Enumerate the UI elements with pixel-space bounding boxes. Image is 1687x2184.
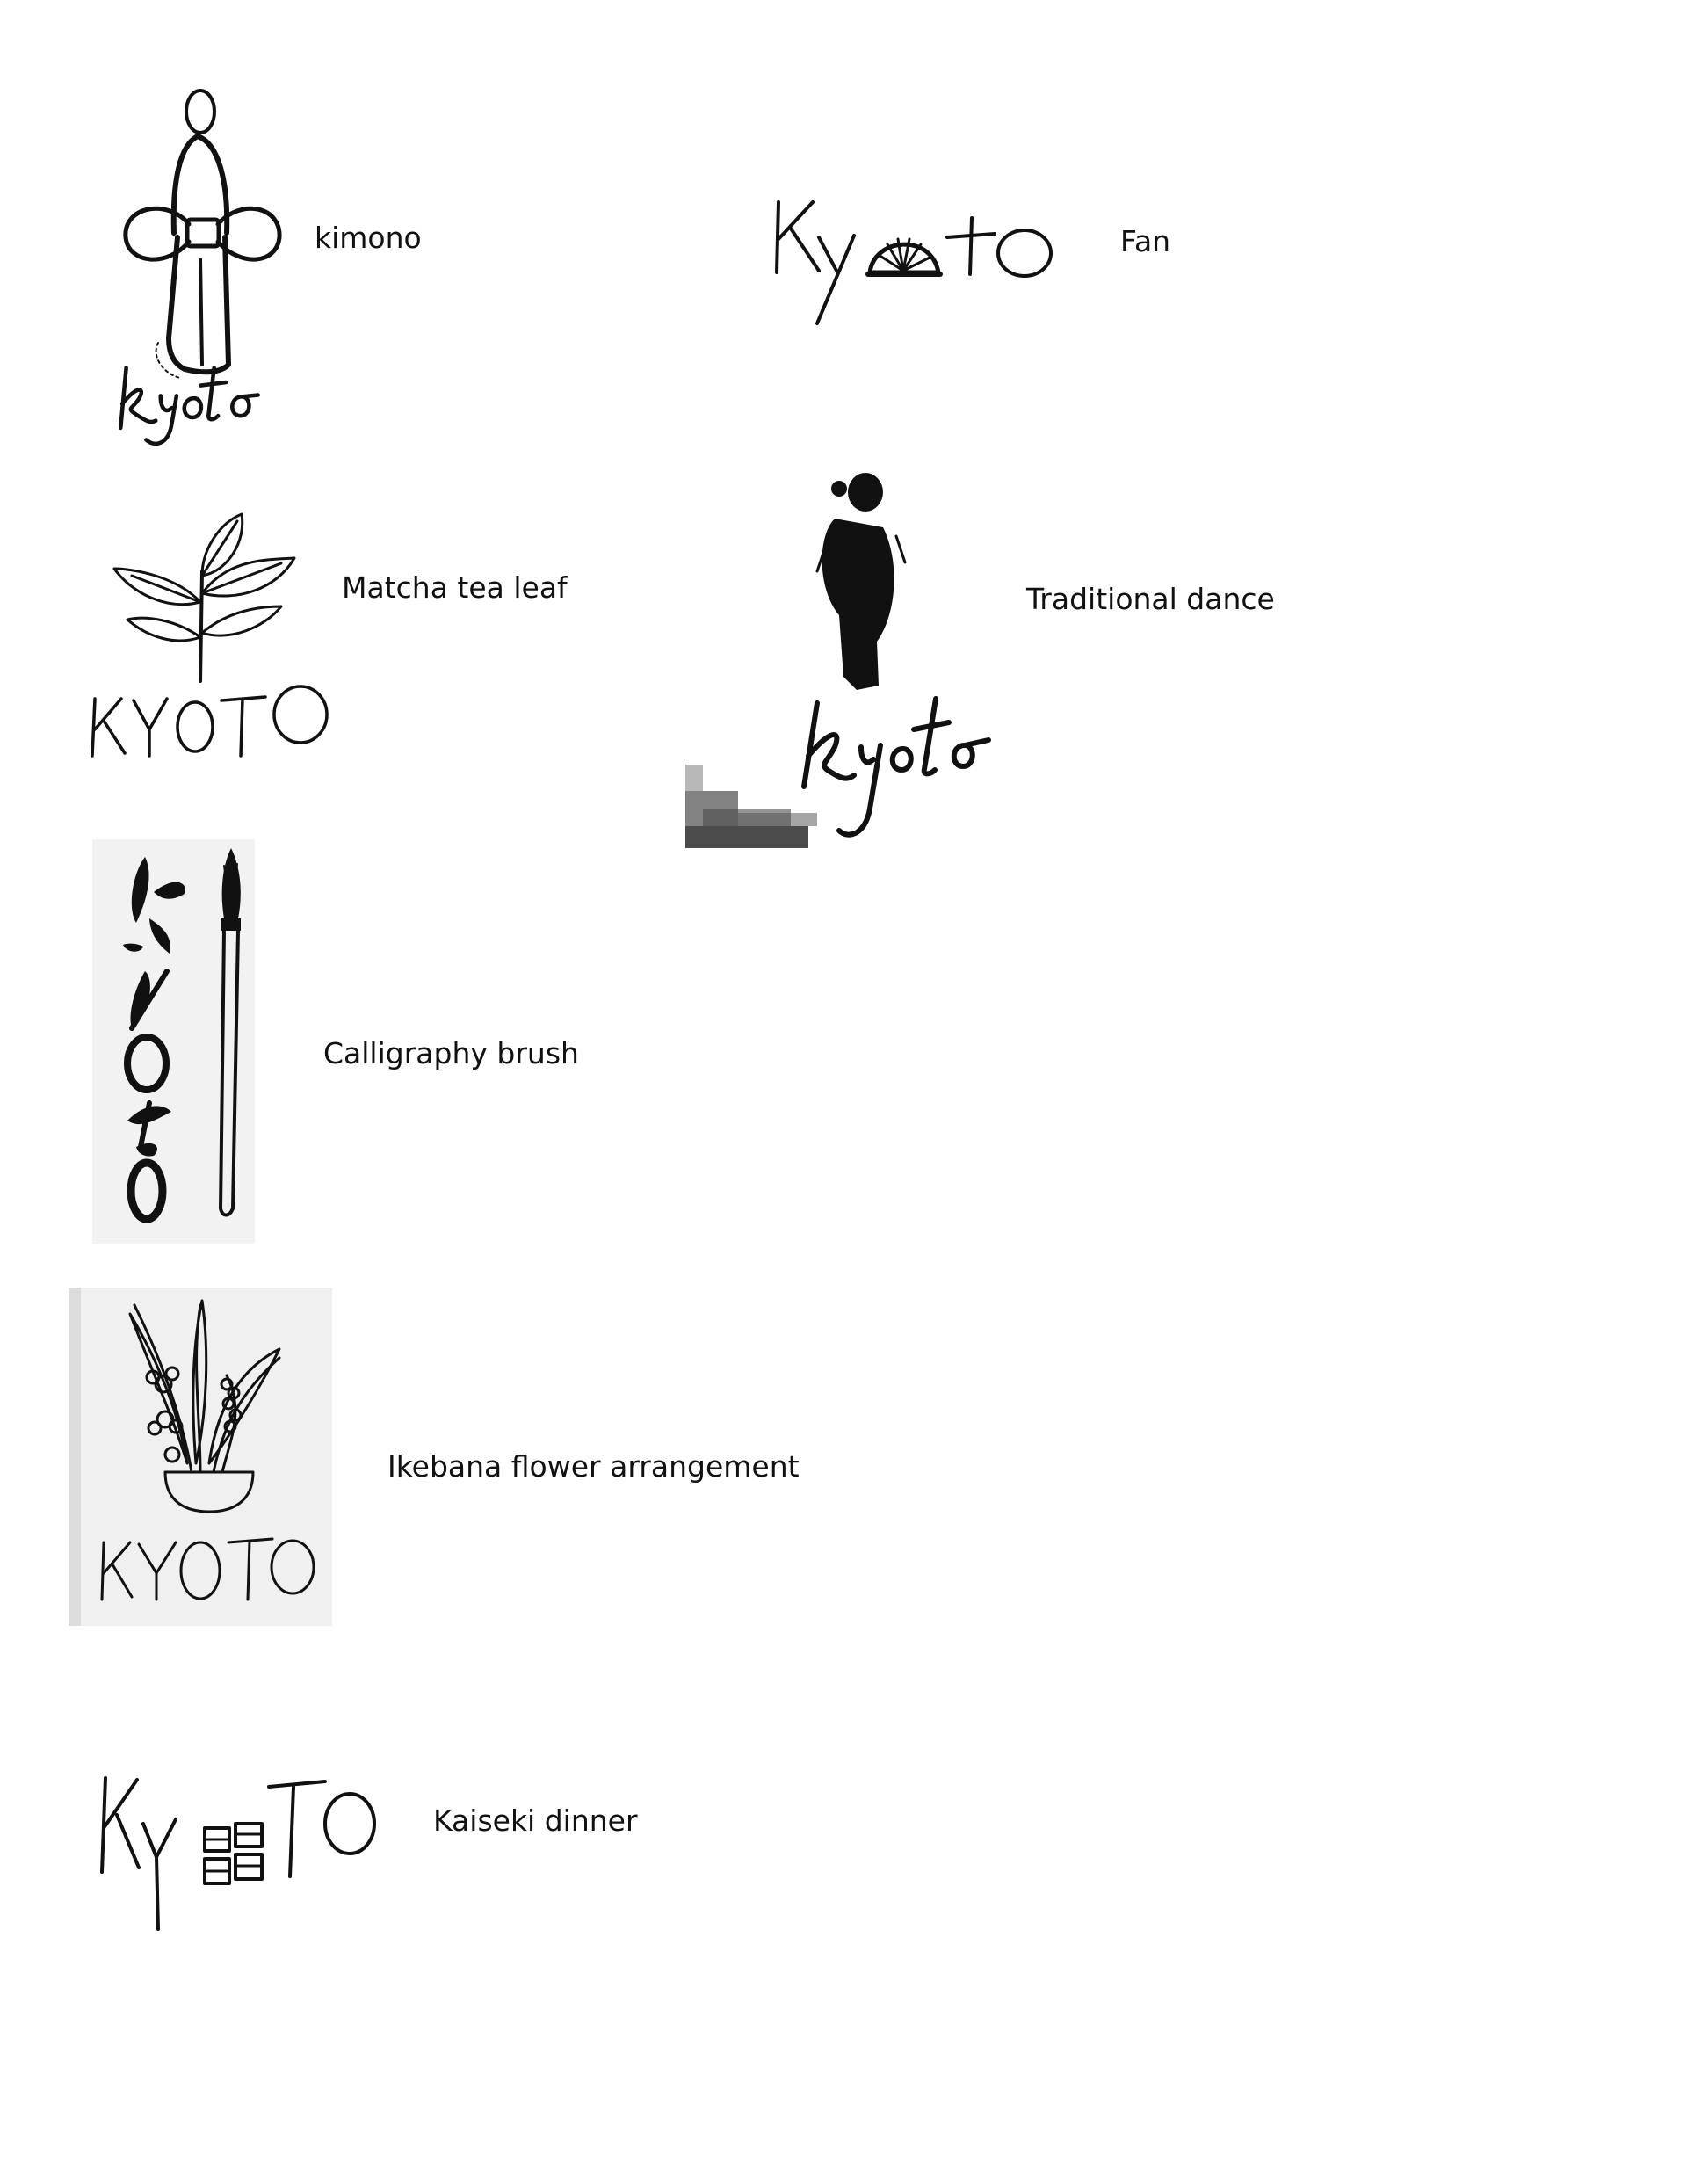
kaiseki-logo-sketch (95, 1762, 385, 1938)
dance-logo-sketch (685, 466, 1037, 848)
caption-kimono: kimono (315, 221, 422, 255)
caption-fan: Fan (1120, 224, 1171, 258)
kyoto-wordmark-script (114, 343, 290, 457)
caption-matcha: Matcha tea leaf (342, 570, 568, 605)
ikebana-logo-sketch (69, 1288, 332, 1626)
fan-logo-sketch (764, 185, 1072, 334)
caption-dance: Traditional dance (1026, 582, 1275, 616)
brush-logo-sketch (92, 839, 255, 1244)
caption-kaiseki: Kaiseki dinner (433, 1803, 638, 1838)
kimono-logo-sketch (97, 83, 290, 470)
matcha-logo-sketch (79, 505, 351, 769)
caption-brush: Calligraphy brush (323, 1036, 579, 1070)
caption-ikebana: Ikebana flower arrangement (387, 1449, 800, 1484)
